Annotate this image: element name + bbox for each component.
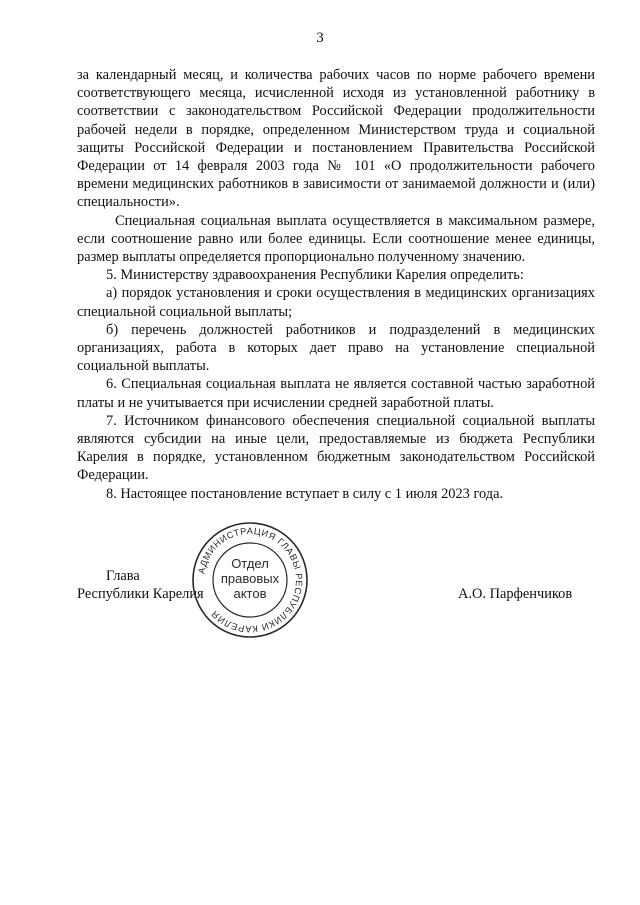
paragraph-item-5a: а) порядок установления и сроки осуществления в медицинских организациях специальной социальной выплаты;	[77, 285, 595, 320]
paragraph-item-5b: б) перечень должностей работников и подразделений в медицинских организациях, работа в которых дает право на установление специальной социальной выплаты.	[77, 321, 595, 375]
paragraph-special-payment: Специальная социальная выплата осуществляется в максимальном размере, если соотношение равно или более единицы. Если соотношение менее единицы, размер выплаты определяется пропорционально полученному значению.	[77, 212, 595, 266]
stamp-line-3: актов	[233, 586, 267, 601]
signature-title: Глава	[106, 568, 140, 584]
paragraph-item-8: 8. Настоящее постановление вступает в силу с 1 июля 2023 года.	[106, 485, 504, 502]
page-number: 3	[316, 30, 324, 46]
stamp-line-2: правовых	[220, 571, 280, 586]
document-body	[77, 66, 595, 503]
signature-name: А.О. Парфенчиков	[458, 586, 573, 602]
paragraph-item-7: 7. Источником финансового обеспечения специальной социальной выплаты являются субсидии на иные цели, предоставляемые из бюджета Республики Карелия в порядке, установленном бюджетным законодательством Российской Федерации.	[77, 412, 595, 484]
stamp-ring-text: АДМИНИСТРАЦИЯ ГЛАВЫ РЕСПУБЛИКИ КАРЕЛИЯ	[196, 525, 305, 635]
paragraph-continuation: за календарный месяц, и количества рабочих часов по норме рабочего времени соответствующего месяца, исчисленной исходя из установленной работнику в соответствии с законодательством Российской Федерации продолжительности рабочей недели в порядке, определенном Министерством труда и социальной защиты Российской Федерации и постановлением Правительства Российской Федерации от 14 февраля 2003 года № 101 «О продолжительности рабочего времени медицинских работников в зависимости от занимаемой должности и (или) специальности».	[77, 67, 595, 211]
signature-org: Республики Карелия	[77, 586, 204, 602]
paragraph-item-5: 5. Министерству здравоохранения Республики Карелия определить:	[106, 267, 524, 284]
official-stamp	[190, 520, 310, 640]
paragraph-item-6: 6. Специальная социальная выплата не является составной частью заработной платы и не учитывается при исчислении средней заработной платы.	[77, 376, 595, 411]
stamp-line-1: Отдел	[231, 556, 269, 571]
